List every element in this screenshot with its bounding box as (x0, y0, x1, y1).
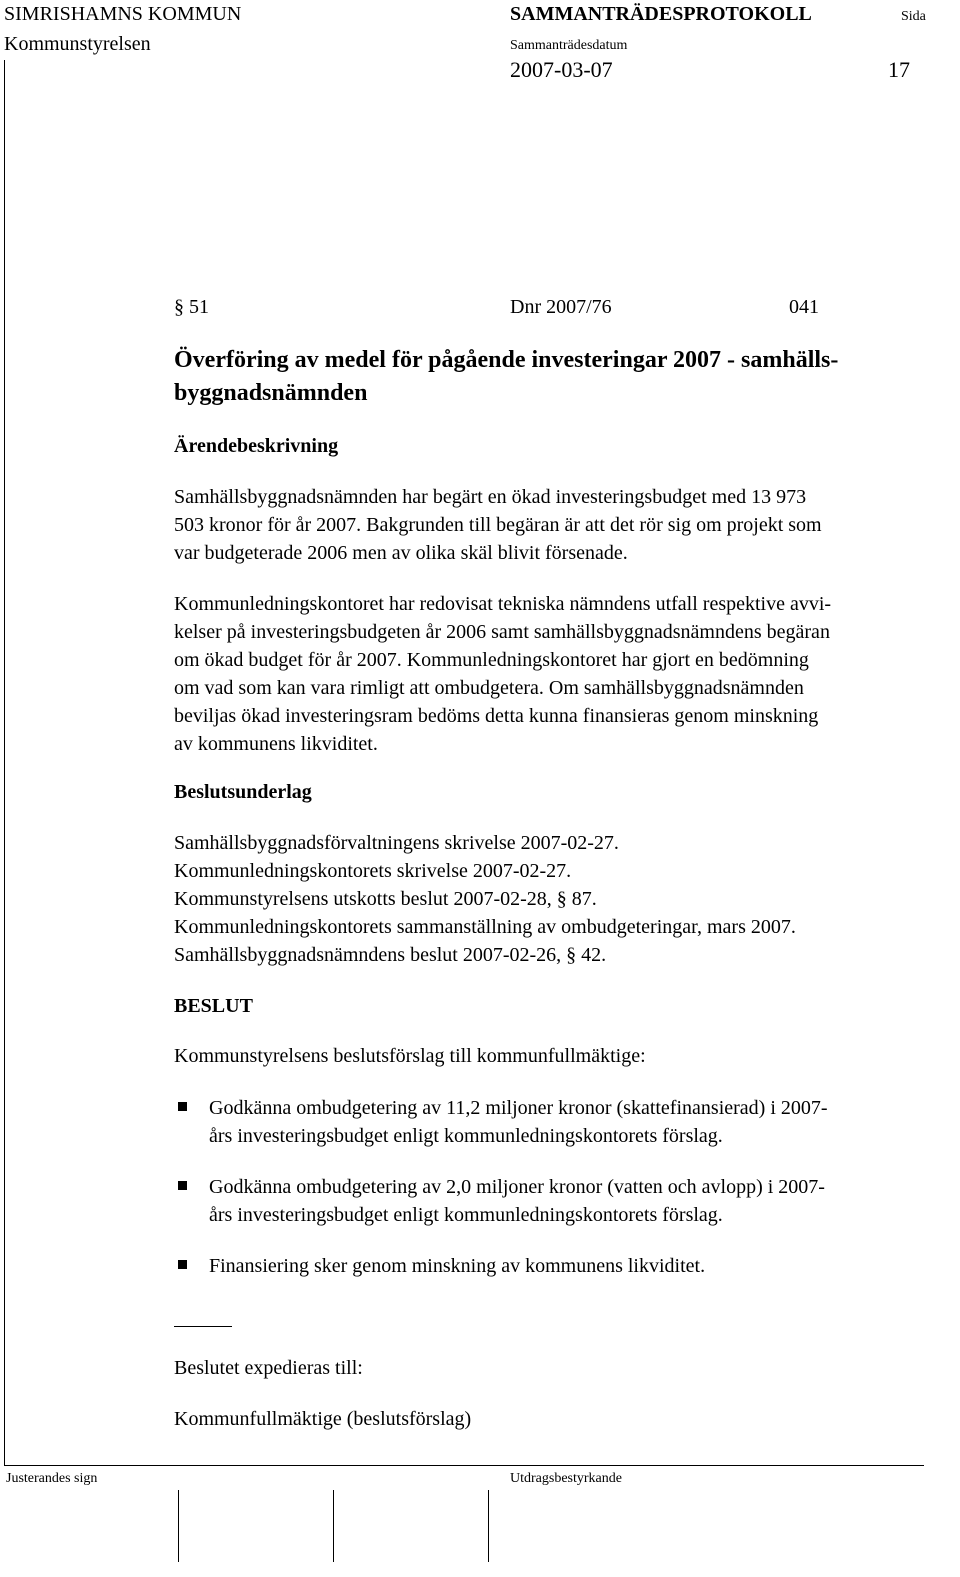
municipality-name: SIMRISHAMNS KOMMUN (4, 3, 242, 25)
dispatch-label: Beslutet expedieras till: (174, 1357, 363, 1379)
bullet-square-icon (178, 1260, 187, 1269)
basis-item: Samhällsbyggnadsnämndens beslut 2007-02-26, § 42. (174, 944, 607, 966)
case-title (174, 344, 954, 410)
page-number: 17 (888, 57, 910, 82)
meeting-date-label: Sammanträdesdatum (510, 38, 628, 53)
bullet-line: års investeringsbudget enligt kommunledningskontorets förslag. (209, 1204, 723, 1226)
bullet-line: Finansiering sker genom minskning av kommunens likviditet. (209, 1255, 706, 1277)
basis-item: Kommunstyrelsens utskotts beslut 2007-02-28, § 87. (174, 888, 597, 910)
paragraph-line: om vad som kan vara rimligt att ombudgetera. Om samhällsbyggnadsnämnden (174, 677, 804, 699)
left-margin-rule (4, 60, 5, 1465)
signer-label: Justerandes sign (6, 1471, 98, 1486)
basis-item: Kommunledningskontorets sammanställning av ombudgeteringar, mars 2007. (174, 916, 796, 938)
description-heading: Ärendebeskrivning (174, 435, 339, 457)
paragraph-line: var budgeterade 2006 men av olika skäl blivit försenade. (174, 542, 628, 564)
bullet-square-icon (178, 1181, 187, 1190)
basis-list (174, 829, 954, 969)
decision-heading: BESLUT (174, 995, 253, 1017)
paragraph-line: kelser på investeringsbudgeten år 2006 samt samhällsbyggnadsnämndens begäran (174, 621, 830, 643)
case-dnr: Dnr 2007/76 (510, 296, 612, 318)
bullet-line: Godkänna ombudgetering av 11,2 miljoner kronor (skattefinansierad) i 2007- (209, 1097, 828, 1119)
signature-box-divider (488, 1490, 489, 1562)
paragraph-number: § 51 (174, 296, 209, 318)
case-code: 041 (789, 296, 819, 318)
separator-rule (174, 1326, 232, 1327)
case-title-line: byggnadsnämnden (174, 380, 368, 406)
case-title-line: Överföring av medel för pågående investeringar 2007 - samhälls- (174, 347, 839, 373)
decision-bullet-text (209, 1094, 828, 1150)
paragraph-line: beviljas ökad investeringsram bedöms detta kunna finansieras genom minskning (174, 705, 819, 727)
decision-bullet-text (209, 1252, 705, 1280)
paragraph-line: av kommunens likviditet. (174, 733, 378, 755)
basis-heading: Beslutsunderlag (174, 781, 312, 803)
basis-item: Kommunledningskontorets skrivelse 2007-02-27. (174, 860, 572, 882)
dispatch-recipient: Kommunfullmäktige (beslutsförslag) (174, 1408, 472, 1430)
bullet-square-icon (178, 1102, 187, 1111)
page-label: Sida (901, 9, 926, 24)
board-name: Kommunstyrelsen (4, 33, 151, 55)
decision-intro: Kommunstyrelsens beslutsförslag till kommunfullmäktige: (174, 1045, 646, 1067)
paragraph-line: Kommunledningskontoret har redovisat tekniska nämndens utfall respektive avvi- (174, 593, 832, 615)
signature-box-divider (333, 1490, 334, 1562)
protocol-title: SAMMANTRÄDESPROTOKOLL (510, 3, 812, 25)
certification-label: Utdragsbestyrkande (510, 1471, 622, 1486)
bullet-line: Godkänna ombudgetering av 2,0 miljoner kronor (vatten och avlopp) i 2007- (209, 1176, 825, 1198)
paragraph-line: Samhällsbyggnadsnämnden har begärt en ökad investeringsbudget med 13 973 (174, 486, 807, 508)
paragraph-line: om ökad budget för år 2007. Kommunledningskontoret har gjort en bedömning (174, 649, 809, 671)
paragraph-line: 503 kronor för år 2007. Bakgrunden till begäran är att det rör sig om projekt som (174, 514, 822, 536)
basis-item: Samhällsbyggnadsförvaltningens skrivelse 2007-02-27. (174, 832, 619, 854)
bullet-line: års investeringsbudget enligt kommunledningskontorets förslag. (209, 1125, 723, 1147)
description-paragraph-2 (174, 590, 954, 758)
decision-bullet-text (209, 1173, 825, 1229)
signature-box-divider (178, 1490, 179, 1562)
description-paragraph-1 (174, 483, 954, 567)
meeting-date: 2007-03-07 (510, 57, 613, 82)
footer-rule (4, 1465, 924, 1466)
